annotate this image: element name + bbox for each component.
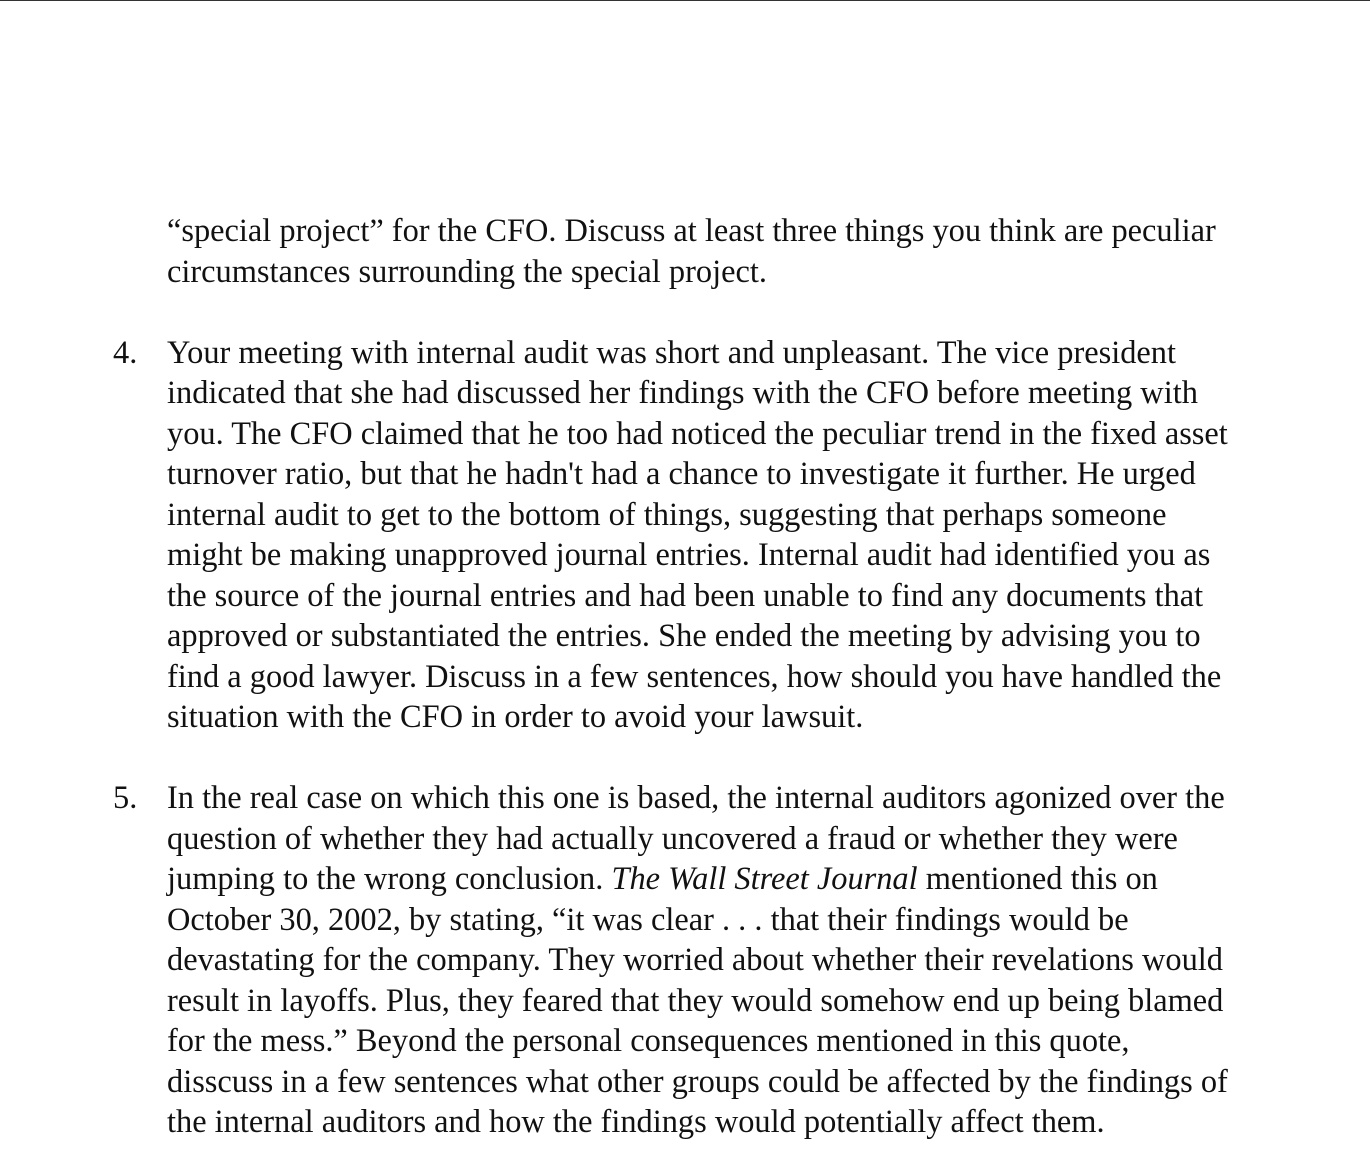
- text-line: internal audit to get to the bottom of things, suggesting that perhaps someone: [167, 496, 1167, 533]
- text-line: might be making unapproved journal entries. Internal audit had identified you as: [167, 537, 1211, 573]
- question-number: 4.: [113, 334, 138, 371]
- text-line: October 30, 2002, by stating, “it was clear . . . that their findings would be: [167, 901, 1129, 938]
- text-line: In the real case on which this one is based, the internal auditors agonized over the: [167, 780, 1225, 816]
- text-line-with-citation: [167, 859, 1339, 900]
- text-line: “special project” for the CFO. Discuss at least three things you think are peculiar: [167, 213, 1216, 249]
- text-line: the internal auditors and how the findings would potentially affect them.: [167, 1104, 1105, 1140]
- publication-title: The Wall Street Journal: [611, 861, 918, 897]
- text-line: devastating for the company. They worried about whether their revelations would: [167, 942, 1223, 978]
- text-line: you. The CFO claimed that he too had noticed the peculiar trend in the fixed asset: [167, 415, 1228, 452]
- text-run: mentioned this on: [917, 861, 1158, 897]
- question-5: [0, 778, 1339, 1143]
- text-line: Your meeting with internal audit was short and unpleasant. The vice president: [167, 334, 1176, 371]
- document-body: [0, 211, 1370, 1154]
- text-line: approved or substantiated the entries. She ended the meeting by advising you to: [167, 618, 1201, 654]
- text-line: situation with the CFO in order to avoid your lawsuit.: [167, 699, 864, 735]
- text-line: for the mess.” Beyond the personal consequences mentioned in this quote,: [167, 1023, 1130, 1059]
- text-line: indicated that she had discussed her findings with the CFO before meeting with: [167, 375, 1198, 411]
- question-4: [0, 333, 1339, 738]
- text-line: circumstances surrounding the special project.: [167, 253, 767, 290]
- text-line: result in layoffs. Plus, they feared that they would somehow end up being blamed: [167, 982, 1224, 1019]
- question-number: 5.: [113, 780, 138, 816]
- text-line: find a good lawyer. Discuss in a few sentences, how should you have handled the: [167, 658, 1222, 695]
- continued-question-paragraph: [0, 211, 1339, 292]
- text-line: the source of the journal entries and had been unable to find any documents that: [167, 577, 1204, 614]
- page-top-border: [0, 0, 1370, 1]
- text-line: turnover ratio, but that he hadn't had a chance to investigate it further. He urged: [167, 456, 1196, 492]
- text-run: jumping to the wrong conclusion.: [167, 861, 612, 897]
- text-line: disscuss in a few sentences what other groups could be affected by the findings of: [167, 1063, 1228, 1100]
- text-line: question of whether they had actually uncovered a fraud or whether they were: [167, 820, 1178, 857]
